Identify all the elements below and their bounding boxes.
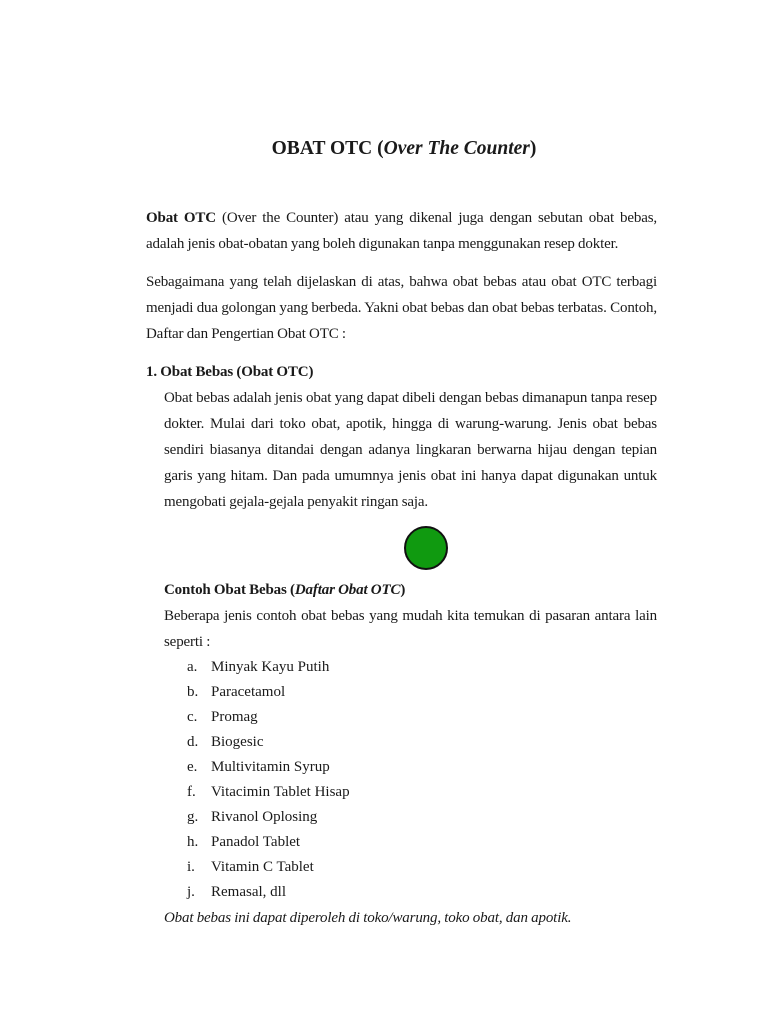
paragraph-2: Sebagaimana yang telah dijelaskan di atas, bahwa obat bebas atau obat OTC terbagi menjadi dua golongan yang berbeda. Yakni obat bebas dan obat bebas terbatas. Contoh, Daftar dan Pengertian Obat OTC :: [146, 274, 657, 342]
list-letter: e.: [187, 759, 198, 775]
list-text: Panadol Tablet: [211, 834, 301, 850]
document-body: [146, 205, 657, 931]
list-item: [187, 780, 657, 805]
list-text: Multivitamin Syrup: [211, 759, 330, 775]
examples-heading-text: Contoh Obat Bebas (: [164, 582, 295, 598]
examples-heading-italic: Daftar Obat OTC: [294, 582, 401, 598]
list-letter: j.: [187, 884, 195, 900]
intro-paragraph: [146, 205, 657, 257]
list-letter: b.: [187, 684, 199, 700]
list-letter: h.: [187, 834, 199, 850]
section-1-body: Obat bebas adalah jenis obat yang dapat dibeli dengan bebas dimanapun tanpa resep dokter. Mulai dari toko obat, apotik, hingga di warung-warung. Jenis obat bebas sendiri biasanya ditandai dengan adanya lingkaran berwarna hijau dengan tepian garis yang hitam. Dan pada umumnya jenis obat ini hanya dapat digunakan untuk mengobati gejala-gejala penyakit ringan saja.: [164, 390, 657, 510]
intro-text: (Over the Counter) atau yang dikenal juga dengan sebutan obat bebas, adalah jenis obat-obatan yang boleh digunakan tanpa menggunakan resep dokter.: [146, 210, 657, 252]
examples-heading-close: ): [400, 582, 406, 598]
list-text: Promag: [211, 709, 258, 725]
list-text: Remasal, dll: [211, 884, 286, 900]
title-italic: Over The Counter: [383, 138, 530, 159]
section-1-heading: 1. Obat Bebas (Obat OTC): [146, 364, 314, 380]
list-item: [187, 705, 657, 730]
list-item: [187, 880, 657, 905]
list-letter: c.: [187, 709, 198, 725]
symbol-area: [146, 515, 657, 577]
list-text: Biogesic: [211, 734, 264, 750]
list-text: Paracetamol: [211, 684, 286, 700]
intro-bold: Obat OTC: [146, 210, 216, 226]
green-circle-symbol: [404, 526, 448, 570]
examples-intro: Beberapa jenis contoh obat bebas yang mudah kita temukan di pasaran antara lain seperti :: [164, 608, 657, 650]
list-item: [187, 855, 657, 880]
list-item: [187, 730, 657, 755]
examples-list: [187, 655, 657, 905]
list-text: Rivanol Oplosing: [211, 809, 318, 825]
list-item: [187, 680, 657, 705]
examples-heading: [164, 577, 657, 603]
list-text: Vitamin C Tablet: [211, 859, 314, 875]
list-item: [187, 755, 657, 780]
list-text: Vitacimin Tablet Hisap: [211, 784, 350, 800]
list-letter: a.: [187, 659, 198, 675]
list-letter: f.: [187, 784, 196, 800]
page-title: [0, 138, 768, 160]
title-close: ): [529, 138, 537, 159]
title-text: OBAT OTC (: [271, 138, 384, 159]
list-item: [187, 655, 657, 680]
examples-footer: Obat bebas ini dapat diperoleh di toko/warung, toko obat, dan apotik.: [164, 910, 572, 926]
list-letter: d.: [187, 734, 199, 750]
list-text: Minyak Kayu Putih: [211, 659, 330, 675]
list-letter: i.: [187, 859, 195, 875]
list-item: [187, 830, 657, 855]
list-item: [187, 805, 657, 830]
list-letter: g.: [187, 809, 199, 825]
